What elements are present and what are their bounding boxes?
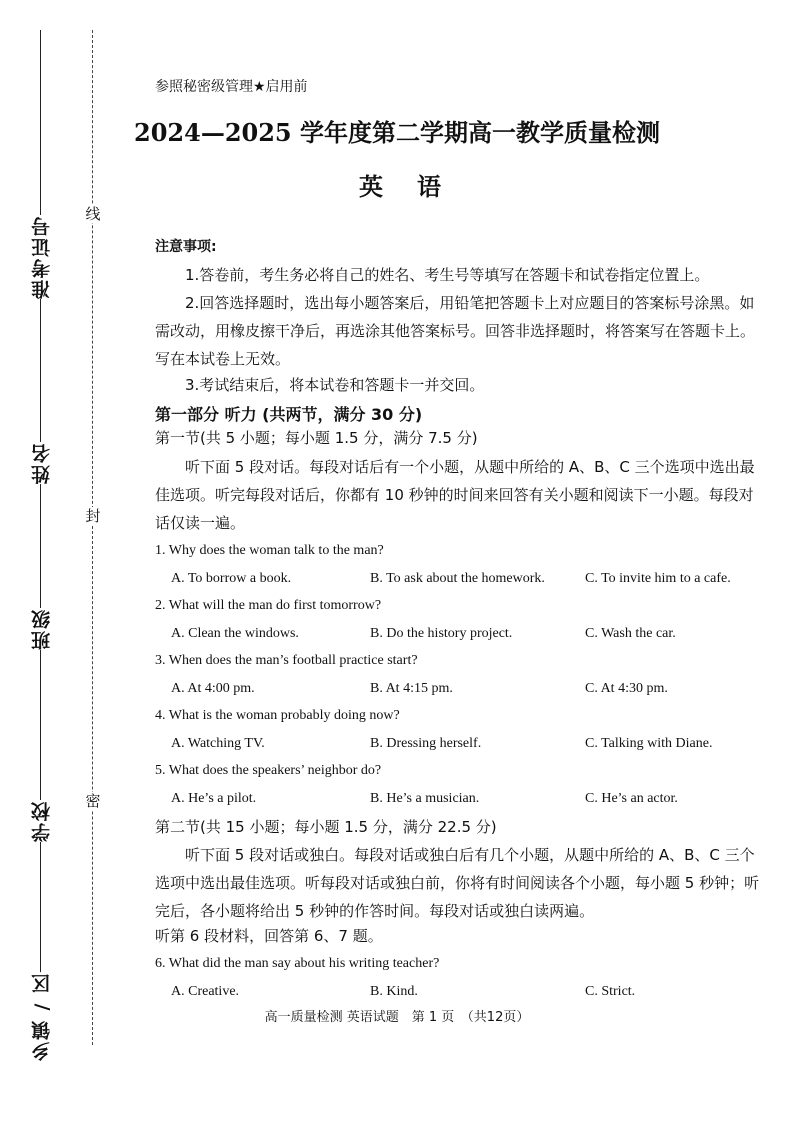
question-option: B. At 4:15 pm. xyxy=(370,681,453,696)
question-option: C. Talking with Diane. xyxy=(585,736,713,751)
question-option: C. He’s an actor. xyxy=(585,791,678,806)
question-option: A. He’s a pilot. xyxy=(171,791,257,806)
seal-char-line: 线 xyxy=(85,205,101,223)
material6-note: 听第 6 段材料，回答第 6、7 题。 xyxy=(155,927,383,945)
question-option: C. Wash the car. xyxy=(585,626,676,641)
question-option: B. To ask about the homework. xyxy=(370,571,545,586)
question-option: A. At 4:00 pm. xyxy=(171,681,255,696)
section1-heading: 第一节(共 5 小题；每小题 1.5 分，满分 7.5 分) xyxy=(155,429,478,447)
notes-item-3: 3.考试结束后，将本试卷和答题卡一并交回。 xyxy=(185,376,485,394)
question-option: C. Strict. xyxy=(585,984,636,999)
seal-char-close: 密 xyxy=(85,792,101,810)
question-option: B. Kind. xyxy=(370,984,418,999)
question-option: B. Dressing herself. xyxy=(370,736,482,751)
section2-instructions: 听下面 5 段对话或独白。每段对话或独白后有几个小题，从题中所给的 A、B、C 三个选项中选出最佳选项。听每段对话或独白前，你将有时间阅读各个小题，每小题 5 秒钟；听完后，各小题将给出 5 秒钟的作答时间。每段对话或独白读两遍。 xyxy=(155,846,760,920)
question-option: B. He’s a musician. xyxy=(370,791,480,806)
question-option: A. Watching TV. xyxy=(171,736,265,751)
question-stem: 6. What did the man say about his writing teacher? xyxy=(155,956,440,971)
page-title: 2024—2025 学年度第二学期高一教学质量检测 xyxy=(134,118,660,147)
question-stem: 1. Why does the woman talk to the man? xyxy=(155,543,384,558)
town-label: 乡镇 / 区 xyxy=(28,972,55,1061)
question-option: C. To invite him to a cafe. xyxy=(585,571,731,586)
question-stem: 3. When does the man’s football practice start? xyxy=(155,653,418,668)
notes-item-1: 1.答卷前，考生务必将自己的姓名、考生号等填写在答题卡和试卷指定位置上。 xyxy=(185,266,710,284)
section1-instructions: 听下面 5 段对话。每段对话后有一个小题，从题中所给的 A、B、C 三个选项中选出最佳选项。听完每段对话后，你都有 10 秒钟的时间来回答有关小题和阅读下一小题。每段对话仅读一遍。 xyxy=(155,458,755,532)
name-label: 姓名 xyxy=(28,442,55,484)
seal-char-seal: 封 xyxy=(85,507,101,525)
question-option: A. Clean the windows. xyxy=(171,626,299,641)
notes-item-2: 2.回答选择题时，选出每小题答案后，用铅笔把答题卡上对应题目的答案标号涂黑。如需改动，用橡皮擦干净后，再选涂其他答案标号。回答非选择题时，将答案写在答题卡上。写在本试卷上无效。 xyxy=(155,294,756,368)
school-label: 学校 xyxy=(28,800,55,842)
question-option: C. At 4:30 pm. xyxy=(585,681,668,696)
question-stem: 2. What will the man do first tomorrow? xyxy=(155,598,382,613)
part1-heading: 第一部分 听力 (共两节，满分 30 分) xyxy=(155,405,423,424)
question-stem: 5. What does the speakers’ neighbor do? xyxy=(155,763,382,778)
question-option: A. To borrow a book. xyxy=(171,571,292,586)
question-option: B. Do the history project. xyxy=(370,626,513,641)
question-stem: 4. What is the woman probably doing now? xyxy=(155,708,400,723)
page-footer: 高一质量检测 英语试题 第 1 页 （共12页） xyxy=(264,1010,530,1025)
confidential-note: 参照秘密级管理★启用前 xyxy=(155,79,308,95)
subject-title: 英语 xyxy=(359,172,475,201)
section2-heading: 第二节(共 15 小题；每小题 1.5 分，满分 22.5 分) xyxy=(155,818,497,836)
class-label: 班级 xyxy=(28,608,55,650)
notes-heading: 注意事项: xyxy=(155,239,217,255)
question-option: A. Creative. xyxy=(171,984,240,999)
exam-id-label: 准考证号 xyxy=(28,215,55,299)
